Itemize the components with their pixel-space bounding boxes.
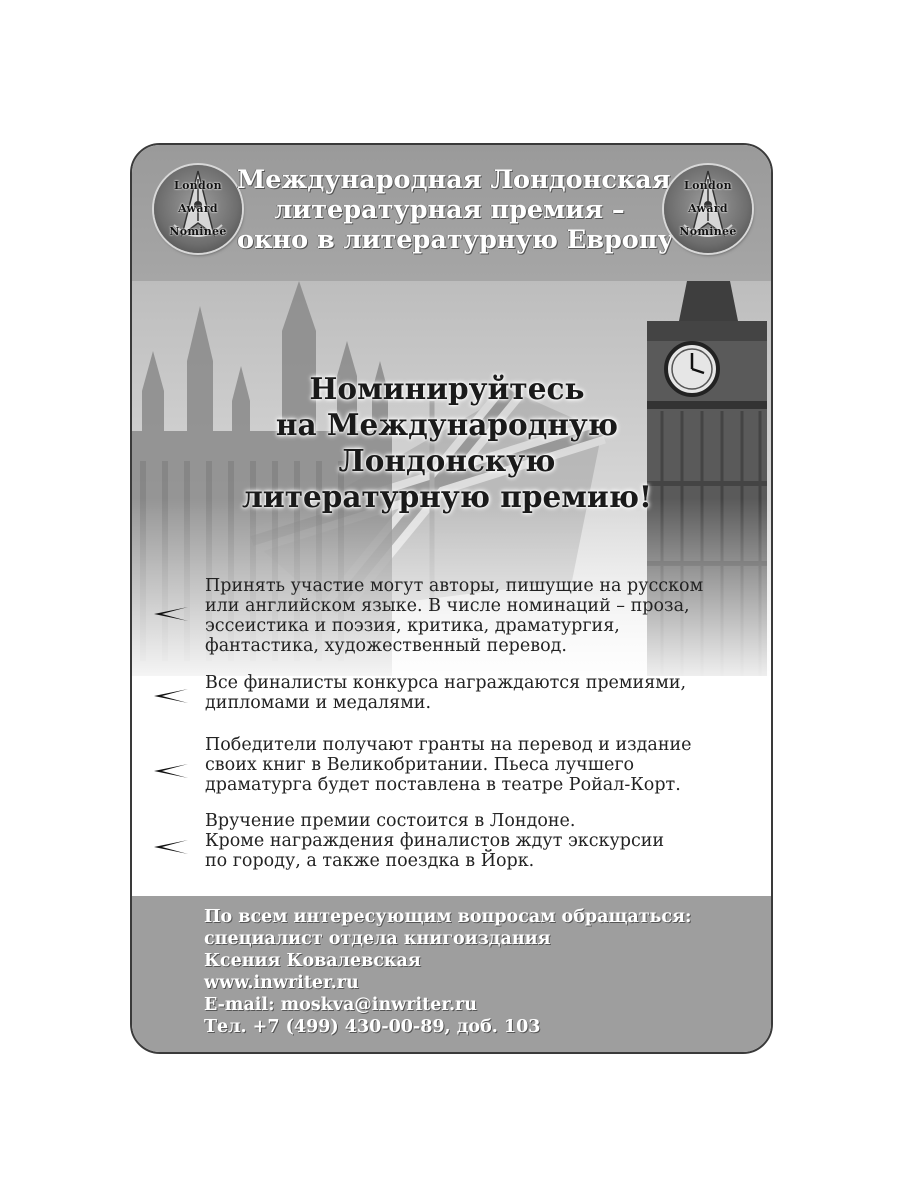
email-link[interactable]: E-mail: moskva@inwriter.ru bbox=[204, 995, 477, 1015]
list-item-line: или английском языке. В числе номинаций – проза, bbox=[205, 596, 690, 616]
list-item-line: Все финалисты конкурса награждаются премиями, bbox=[205, 673, 687, 693]
header-band bbox=[132, 145, 771, 281]
header-title-line: Международная Лондонская bbox=[237, 165, 671, 195]
advert-card bbox=[130, 143, 773, 1054]
award-badge-left bbox=[154, 165, 242, 253]
phone-number: Тел. +7 (499) 430-00-89, доб. 103 bbox=[204, 1017, 541, 1037]
headline-line: на Международную bbox=[275, 407, 619, 442]
headline-line: литературную премию! bbox=[242, 479, 652, 514]
list-item-line: эссеистика и поэзия, критика, драматургия, bbox=[205, 616, 620, 636]
headline-line: Лондонскую bbox=[338, 443, 556, 478]
badge-word-london: London bbox=[174, 179, 222, 192]
badge-word-nominee: Nominee bbox=[169, 225, 227, 238]
list-item-line: фантастика, художественный перевод. bbox=[205, 636, 567, 656]
contact-footer bbox=[132, 896, 771, 1054]
list-item-line: по городу, а также поездка в Йорк. bbox=[205, 851, 535, 871]
bullet-arrow-icon bbox=[154, 605, 188, 623]
bullet-arrow-icon bbox=[154, 762, 188, 780]
list-item-line: Вручение премии состоится в Лондоне. bbox=[205, 811, 576, 831]
bullet-arrow-icon bbox=[154, 687, 188, 705]
list-item-line: дипломами и медалями. bbox=[205, 693, 432, 713]
header-title bbox=[237, 165, 674, 255]
list-item-line: своих книг в Великобритании. Пьеса лучшего bbox=[205, 755, 635, 775]
badge-word-award: Award bbox=[178, 202, 218, 215]
headline bbox=[227, 371, 667, 515]
contact-role: специалист отдела книгоиздания bbox=[204, 929, 551, 949]
headline-line: Номинируйтесь bbox=[309, 371, 585, 406]
badge-word-london: London bbox=[684, 179, 732, 192]
website-link[interactable]: www.inwriter.ru bbox=[204, 973, 359, 993]
list-item-line: Принять участие могут авторы, пишущие на русском bbox=[205, 576, 704, 596]
contact-block bbox=[204, 906, 691, 1038]
header-title-line: литературная премия – bbox=[274, 195, 625, 225]
award-badge-right bbox=[664, 165, 752, 253]
list-item-line: Кроме награждения финалистов ждут экскурсии bbox=[205, 831, 665, 851]
bullet-arrow-icon bbox=[154, 838, 188, 856]
list-item-line: Победители получают гранты на перевод и издание bbox=[205, 735, 692, 755]
header-title-line: окно в литературную Европу bbox=[237, 225, 674, 255]
badge-word-nominee: Nominee bbox=[679, 225, 737, 238]
contact-name: Ксения Ковалевская bbox=[204, 951, 421, 971]
list-item-line: драматурга будет поставлена в театре Ройал-Корт. bbox=[205, 775, 681, 795]
badge-word-award: Award bbox=[688, 202, 728, 215]
contact-heading: По всем интересующим вопросам обращаться: bbox=[204, 907, 692, 927]
